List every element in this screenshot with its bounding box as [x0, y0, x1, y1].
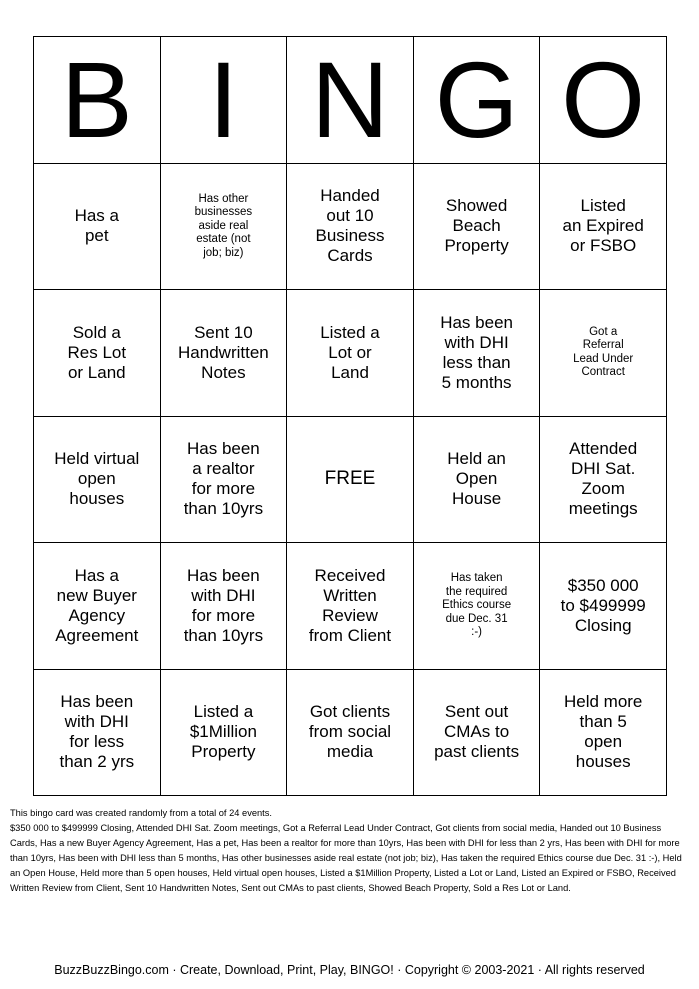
- bingo-square-text: Has been with DHI for more than 10yrs: [183, 565, 264, 645]
- bingo-square[interactable]: [414, 670, 541, 797]
- bingo-square-text: Held more than 5 open houses: [563, 692, 643, 772]
- bingo-square-text: Sold a Res Lot or Land: [67, 322, 127, 382]
- header-letter-g: [414, 37, 541, 164]
- bingo-square[interactable]: [540, 417, 667, 544]
- bingo-square-text: Listed an Expired or FSBO: [562, 196, 644, 256]
- header-letter-text: B: [60, 38, 133, 160]
- bingo-square-text: Has been with DHI less than 5 months: [440, 312, 513, 392]
- bingo-square[interactable]: [540, 543, 667, 670]
- free-square[interactable]: [287, 417, 414, 544]
- bingo-square-text: Got clients from social media: [308, 702, 392, 762]
- note-event-list: $350 000 to $499999 Closing, Attended DHI Sat. Zoom meetings, Got a Referral Lead Under Contract, Got clients from social media, Handed out 10 Business Cards, Has a new Buyer Agency Agreement, Has a pet, Has been a realtor for more than 10yrs, Has been with DHI for less than 2 yrs, Has been with DHI for more than 10yrs, Has been with DHI less than 5 months, Has other businesses aside real estate (not job; biz), Has taken the required Ethics course due Dec. 31 :-), Held an Open House, Held more than 5 open houses, Held virtual open houses, Listed a $1Million Property, Listed a Lot or Land, Listed an Expired or FSBO, Received Written Review from Client, Sent 10 Handwritten Notes, Sent out CMAs to past clients, Showed Beach Property, Sold a Res Lot or Land.: [10, 823, 682, 893]
- bingo-square[interactable]: [287, 670, 414, 797]
- bingo-square-text: Has a new Buyer Agency Agreement: [55, 565, 139, 645]
- bingo-square[interactable]: [287, 290, 414, 417]
- header-letter-i: [161, 37, 288, 164]
- bingo-square-text: Listed a Lot or Land: [320, 322, 380, 382]
- header-letter-text: O: [561, 38, 646, 160]
- bingo-square[interactable]: [540, 670, 667, 797]
- bingo-square[interactable]: [287, 164, 414, 291]
- footer-copyright: BuzzBuzzBingo.com · Create, Download, Print, Play, BINGO! · Copyright © 2003-2021 · All rights reserved: [54, 963, 645, 977]
- bingo-square-text: Has taken the required Ethics course due Dec. 31 :-): [442, 572, 512, 638]
- bingo-square[interactable]: [161, 290, 288, 417]
- bingo-square-text: Handed out 10 Business Cards: [315, 186, 385, 266]
- bingo-square-text: Showed Beach Property: [444, 196, 509, 256]
- bingo-square[interactable]: [287, 543, 414, 670]
- header-letter-text: N: [310, 38, 389, 160]
- bingo-square[interactable]: [161, 417, 288, 544]
- bingo-square[interactable]: [161, 670, 288, 797]
- bingo-square-text: Sent 10 Handwritten Notes: [178, 322, 269, 382]
- card-note: [10, 806, 690, 896]
- header-letter-text: I: [208, 38, 239, 160]
- bingo-square-text: Listed a $1Million Property: [189, 702, 257, 762]
- bingo-square-text: Sent out CMAs to past clients: [434, 702, 520, 762]
- header-letter-b: [34, 37, 161, 164]
- bingo-square[interactable]: [414, 164, 541, 291]
- bingo-square-text: Received Written Review from Client: [308, 565, 392, 645]
- bingo-square-text: Has other businesses aside real estate (not job; biz): [194, 192, 253, 259]
- bingo-square-text: Got a Referral Lead Under Contract: [573, 325, 634, 379]
- header-letter-n: [287, 37, 414, 164]
- bingo-square[interactable]: [540, 290, 667, 417]
- bingo-square[interactable]: [414, 417, 541, 544]
- bingo-square[interactable]: [34, 670, 161, 797]
- bingo-square-text: FREE: [324, 468, 376, 490]
- bingo-square-text: Held virtual open houses: [54, 449, 140, 509]
- bingo-square[interactable]: [540, 164, 667, 291]
- bingo-square-text: Held an Open House: [447, 449, 506, 509]
- bingo-square-text: Attended DHI Sat. Zoom meetings: [568, 439, 638, 519]
- note-summary: This bingo card was created randomly from a total of 24 events.: [10, 808, 272, 818]
- bingo-square-text: Has been with DHI for less than 2 yrs: [59, 692, 135, 772]
- bingo-square[interactable]: [414, 543, 541, 670]
- header-letter-text: G: [434, 38, 519, 160]
- bingo-square[interactable]: [161, 543, 288, 670]
- bingo-square[interactable]: [34, 290, 161, 417]
- bingo-card: [33, 36, 667, 796]
- bingo-square[interactable]: [161, 164, 288, 291]
- header-letter-o: [540, 37, 667, 164]
- bingo-square[interactable]: [34, 543, 161, 670]
- bingo-square-text: $350 000 to $499999 Closing: [560, 575, 646, 635]
- bingo-square-text: Has a pet: [74, 206, 119, 246]
- bingo-square[interactable]: [34, 164, 161, 291]
- bingo-square-text: Has been a realtor for more than 10yrs: [183, 439, 264, 519]
- bingo-square[interactable]: [414, 290, 541, 417]
- bingo-square[interactable]: [34, 417, 161, 544]
